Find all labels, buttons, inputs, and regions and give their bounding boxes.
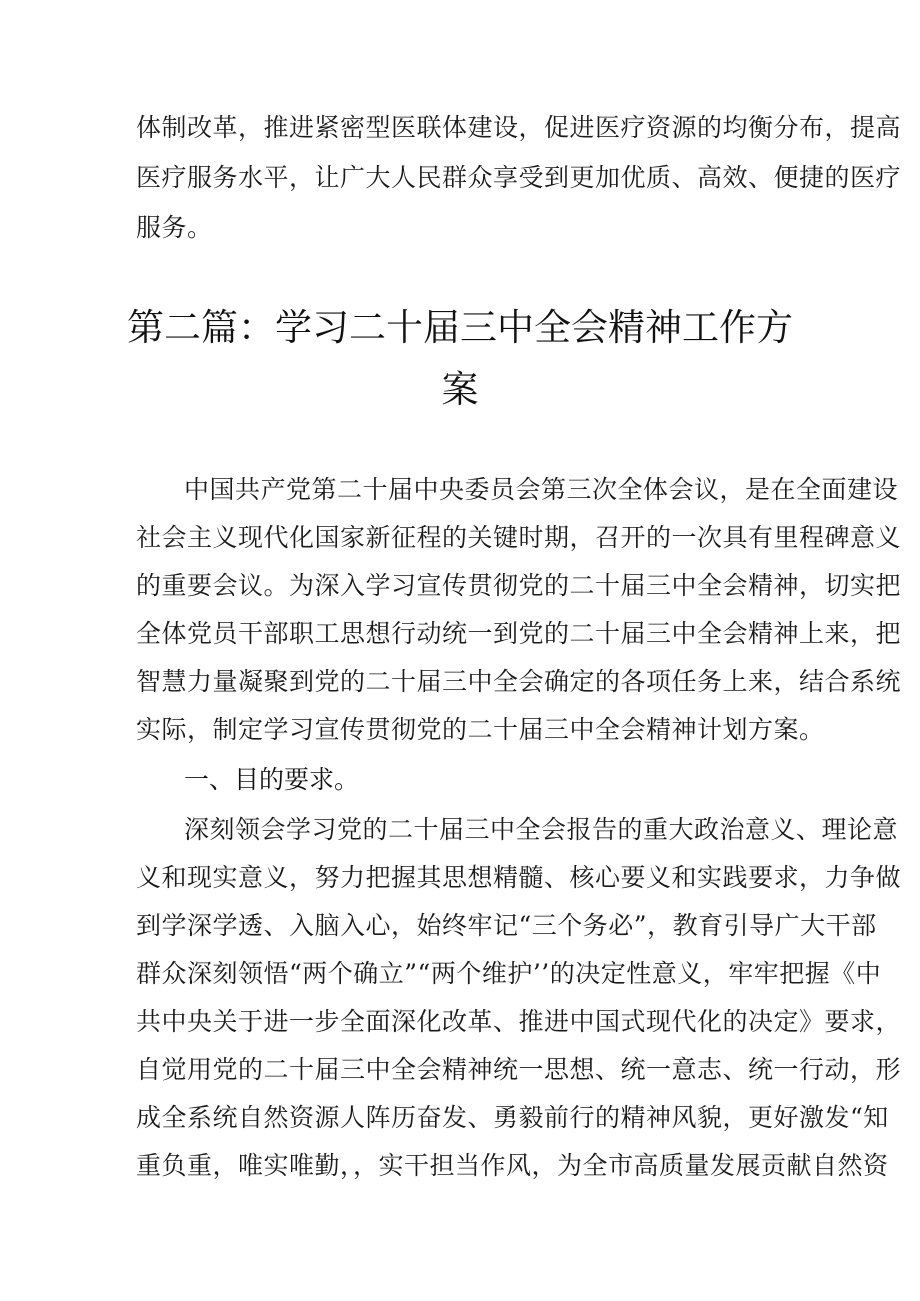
text-line: 自觉用党的二十届三中全会精神统一思想、统一意志、统一行动，形 [136,1055,902,1084]
text-line: 中国共产党第二十届中央委员会第三次全体会议，是在全面建设 [184,475,899,504]
text-line: 到学深学透、入脑入心，始终牢记“三个务必”，教育引导广大干部 [136,911,877,940]
text-line: 深刻领会学习党的二十届三中全会报告的重大政治意义、理论意 [184,815,899,844]
text-line: 共中央关于进一步全面深化改革、推进中国式现代化的决定》要求， [136,1007,902,1036]
text-line: 成全系统自然资源人阵历奋发、勇毅前行的精神风貌，更好激发“知 [136,1103,889,1132]
text-line: 群众深刻领悟“两个确立”“两个维护’’的决定性意义，牢牢把握《中 [136,959,882,988]
title-line: 第二篇：学习二十届三中全会精神工作方 [127,306,793,349]
text-line: 全体党员干部职工思想行动统一到党的二十届三中全会精神上来，把 [136,619,902,648]
text-line: 体制改革，推进紧密型医联体建设，促进医疗资源的均衡分布，提高 [136,113,902,142]
text-line: 服务。 [136,213,213,242]
text-line: 社会主义现代化国家新征程的关键时期，召开的一次具有里程碑意义 [136,523,902,552]
text-line: 智慧力量凝聚到党的二十届三中全会确定的各项任务上来，结合系统 [136,667,902,696]
title-line: 案 [441,368,479,411]
section-heading: 一、目的要求。 [184,765,360,794]
text-line: 医疗服务水平，让广大人民群众享受到更加优质、高效、便捷的医疗 [136,163,902,192]
text-line: 重负重，唯实唯勤，，实干担当作风，为全市高质量发展贡献自然资 [136,1151,889,1180]
text-line: 的重要会议。为深入学习宣传贯彻党的二十届三中全会精神，切实把 [136,571,902,600]
text-line: 实际，制定学习宣传贯彻党的二十届三中全会精神计划方案。 [136,715,825,744]
text-line: 义和现实意义，努力把握其思想精髓、核心要义和实践要求，力争做 [136,863,902,892]
